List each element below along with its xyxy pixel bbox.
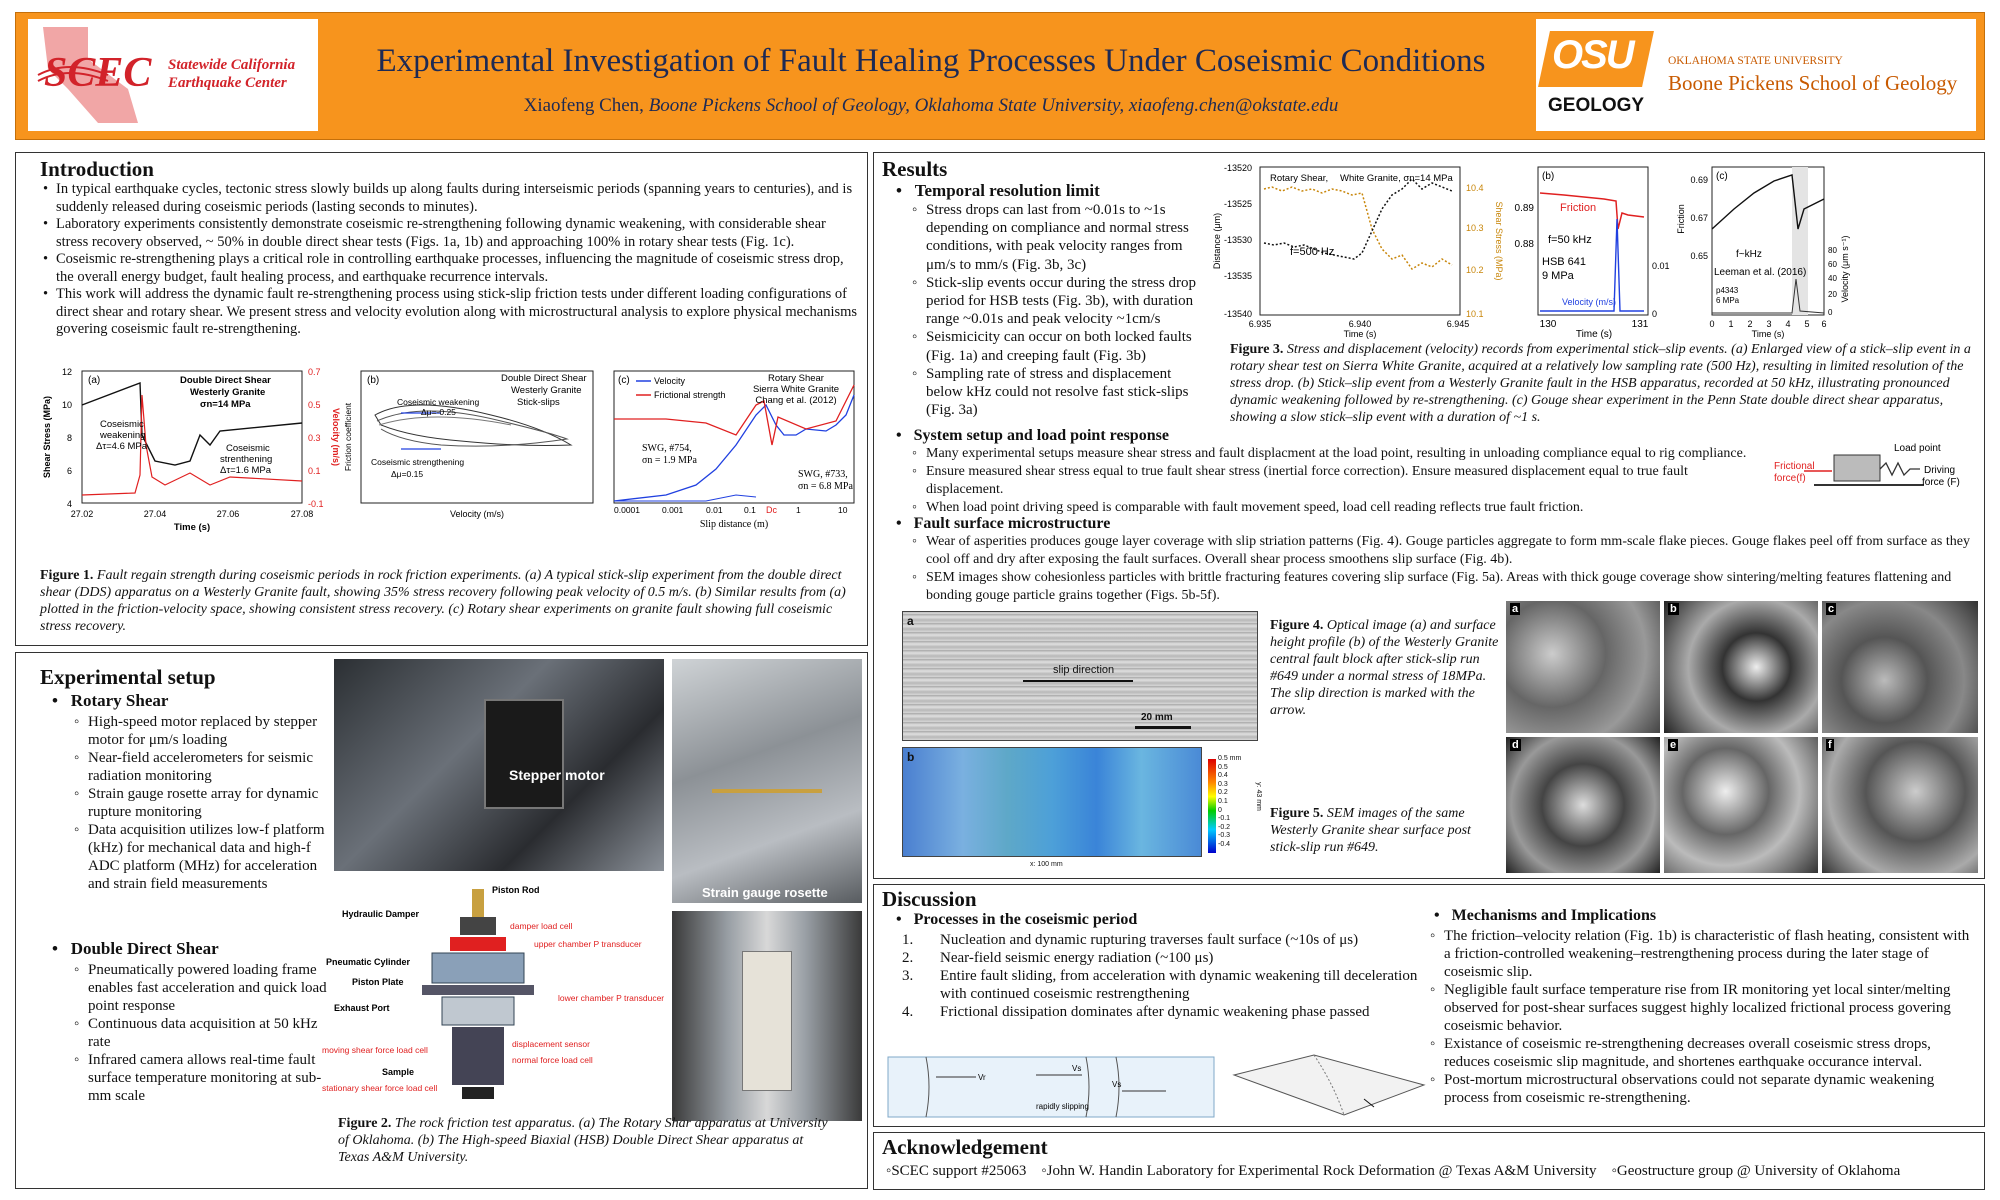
load-point-schematic (1774, 439, 1974, 505)
fig1-caption-text: Fault regain strength during coseismic periods in rock friction experiments. (a) A typical stick-slip experiment from the double direct shear (DDS) apparatus on a Westerly Granite fault, showing 35% stress recovery following peak velocity of 0.5 m/s. (b) Similar results from (a) plotted in the friction-velocity space, showing consistent stress recovery. (c) Rotary shear experiments on granite fault showing full coseismic stress recovery. (40, 568, 846, 634)
cbar-tick: -0.2 (1218, 823, 1231, 831)
fig3c-xlabel: Time (s) (1751, 329, 1785, 339)
fig3b-xtick: 131 (1631, 319, 1649, 330)
fig3a-y2tick: 10.1 (1466, 309, 1484, 319)
rotary-shear-photo (334, 659, 664, 871)
fig1b-title1: Double Direct Shear (501, 373, 587, 384)
temporal-item: ◦ Sampling rate of stress and displacement below kHz could not resolve fast stick-slips (Fig. 3a) (912, 365, 1204, 420)
strain-gauge-wires (712, 789, 822, 839)
scec-wordmark: SCEC (44, 50, 152, 96)
fig1a-title3: σn=14 MPa (200, 399, 251, 410)
results-panel (873, 152, 1985, 879)
scale-bar-line (1135, 726, 1191, 729)
fig3c-ylabel: Friction (1676, 204, 1686, 234)
fig1c-legend-friction: Frictional strength (654, 390, 726, 400)
sem-image-b (1664, 601, 1818, 733)
figure-5-caption (1270, 805, 1502, 856)
process-item (902, 967, 1422, 1003)
fig3a-y2tick: 10.4 (1466, 183, 1484, 193)
diag-piston-rod: Piston Rod (492, 885, 540, 895)
load-point-label: Load point (1894, 443, 1941, 454)
fig1c-title3: Chang et al. (2012) (755, 395, 837, 406)
hsb-diagram (322, 881, 672, 1117)
fig1c-xlabel: Slip distance (m) (699, 519, 769, 530)
fig3a-y2tick: 10.3 (1466, 223, 1484, 233)
rupture-sketch (886, 1049, 1216, 1125)
ack-item: ◦Geostructure group @ University of Oklahoma (1611, 1163, 1901, 1179)
fig3a-freq: f=500 Hz (1290, 246, 1335, 258)
driving-force-label2: force (F) (1922, 477, 1960, 488)
sem-image-f (1822, 737, 1978, 873)
fig3c-y2label: Velocity (μm s⁻¹) (1840, 235, 1850, 303)
sem-letter: e (1670, 739, 1677, 751)
fig1a-ytick: 10 (61, 400, 72, 410)
fig3a-ytick: -13535 (1223, 271, 1252, 281)
system-list (912, 445, 1762, 517)
cbar-tick: 0 (1218, 806, 1222, 814)
fig1a-xtick: 27.08 (290, 509, 314, 519)
fig1b-ann2b: Δμ=0.15 (391, 469, 424, 479)
fig1a-ytick: 8 (66, 433, 72, 443)
fig1a-xtick: 27.06 (216, 509, 240, 519)
fig4-scale-bar: 20 mm (1141, 712, 1173, 723)
figure-3c (1674, 159, 1854, 337)
diag-piston-plate: Piston Plate (352, 977, 404, 987)
fig1-caption-label: Figure 1. (40, 568, 94, 583)
fig3c-freq: f~kHz (1736, 249, 1762, 260)
dds-sample-shape (742, 951, 792, 1091)
figure-3b (1504, 159, 1674, 340)
figure-4-caption (1270, 617, 1500, 719)
temporal-heading-text: Temporal resolution limit (914, 181, 1100, 200)
cbar-tick: -0.4 (1218, 840, 1231, 848)
fig3a-ylabel: Distance (μm) (1212, 212, 1222, 270)
fig5-caption-text: SEM images of the same Westerly Granite shear surface post stick-slip run #649. (1270, 806, 1471, 855)
fault-block-sketch (1224, 1045, 1444, 1125)
diag-sample: Sample (382, 1067, 415, 1077)
fig1c-xtick: 0.001 (662, 505, 684, 515)
author-name: Xiaofeng Chen, (523, 95, 644, 116)
intro-bullet: • In typical earthquake cycles, tectonic stress slowly builds up along faults during interseismic periods (spanning years to centuries), and is suddenly released during coseismic periods (lasting seconds to minutes). (40, 181, 860, 216)
fig1a-title2: Westerly Granite (190, 387, 266, 398)
system-heading: • System setup and load point response (896, 427, 1169, 444)
scec-name-line1: Statewide California (168, 57, 296, 73)
fig3c-y2tick: 60 (1828, 260, 1837, 269)
micro-item: ◦ SEM images show cohesionless particles with brittle fracturing features covering slip surface (Fig. 5a). Areas with thick gouge coverage show sintering/melting features flattening and bonding gouge particle grains together (Figs. 5b-5f). (912, 569, 1978, 605)
fig1c-xtick: 0.1 (744, 505, 756, 515)
strain-gauge-label: Strain gauge rosette (702, 885, 828, 900)
fig4-caption-label: Figure 4. (1270, 618, 1324, 633)
ack-item-text: John W. Handin Laboratory for Experimental Rock Deformation @ Texas A&M University (1046, 1163, 1597, 1179)
cbar-tick: 0.5 mm (1218, 755, 1242, 762)
rotary-heading: • Rotary Shear (52, 691, 169, 710)
dds-item: ◦ Pneumatically powered loading frame enables fast acceleration and quick load point response (74, 961, 336, 1015)
figure-2-caption (338, 1115, 838, 1166)
cbar-tick: 0.4 (1218, 772, 1228, 780)
diag-pneumatic-cylinder: Pneumatic Cylinder (326, 957, 411, 967)
micro-item: ◦ Wear of asperities produces gouge layer coverage with slip striation patterns (Fig. 4). Gouge particles aggregate to form mm-scale flake pieces. Gouge flakes peel off from surface as they cool off and dry after exposing the fault surfaces. Overall shear process smoothens slip surface (Fig. 4b). (912, 533, 1978, 569)
fig1b-ylabel: Friction coefficient (343, 402, 353, 472)
sem-letter: d (1512, 739, 1519, 751)
fig1b-xlabel: Velocity (m/s) (449, 509, 505, 519)
fig3a-xlabel: Time (s) (1343, 329, 1377, 339)
osu-geology: GEOLOGY (1548, 95, 1645, 116)
rotary-heading-text: Rotary Shear (70, 691, 169, 710)
process-text: Entire fault sliding, from acceleration with dynamic weakening till deceleration with continued coseismic restrengthening (940, 968, 1418, 1002)
ack-item-text: SCEC support #25063 (891, 1163, 1027, 1179)
osu-school: Boone Pickens School of Geology (1668, 71, 1958, 95)
figure-1c (606, 365, 861, 535)
fig3a-xtick: 6.940 (1348, 319, 1372, 329)
osu-logo (1536, 19, 1976, 131)
fig1a-xlabel: Time (s) (173, 522, 211, 533)
poster-header (15, 12, 1985, 140)
mechanism-item: ◦ Existance of coseismic re-strengthening decreases overall coseismic stress drops, reduces coseismic slip magnitude, and shortenes earthquake occurance interval. (1430, 1035, 1970, 1071)
fig1c-dc: Dc (766, 505, 777, 515)
sketch-vs2: Vs (1112, 1080, 1122, 1089)
scec-logo (28, 19, 318, 131)
scec-name-line2: Earthquake Center (168, 75, 287, 91)
ack-list (886, 1163, 1981, 1181)
fig3b-y2tick: 0.01 (1652, 261, 1670, 271)
slip-arrow-icon (1023, 680, 1133, 682)
fig1a-xtick: 27.02 (70, 509, 94, 519)
fig3b-velocity: Velocity (m/s) (1562, 297, 1617, 307)
fig1b-ann1a: Coseismic weakening (397, 397, 480, 407)
temporal-item: ◦ Seismicicity can occur on both locked faults (Fig. 1a) and creeping fault (Fig. 3b) (912, 328, 1204, 364)
results-heading: Results (882, 157, 948, 181)
fig3c-ref: Leeman et al. (2016) (1714, 267, 1807, 278)
fig1c-title2: Sierra White Granite (752, 384, 840, 395)
dds-photo (672, 911, 862, 1121)
figure-3a (1212, 159, 1502, 337)
mech-heading-text: Mechanisms and Implications (1451, 907, 1657, 924)
driving-force-label: Driving (1924, 465, 1956, 476)
sem-letter: a (1512, 603, 1519, 615)
fig1a-ytick: 12 (61, 367, 72, 377)
fig3c-xtick: 3 (1766, 319, 1772, 329)
process-num: 3. (902, 968, 914, 984)
fig3a-panel2: White Granite, σn=14 MPa (1340, 173, 1453, 184)
fig3c-ytick: 0.65 (1690, 251, 1708, 261)
cbar-tick: 0.5 (1218, 763, 1228, 771)
sem-image-a (1506, 601, 1660, 733)
fig4-slip-direction: slip direction (1053, 664, 1115, 676)
fig3a-xtick: 6.935 (1248, 319, 1272, 329)
fig1a-ytick: 6 (66, 466, 72, 476)
fig1a-xtick: 27.04 (143, 509, 167, 519)
fig4-colorbar-ticks (1218, 755, 1241, 850)
fig3c-stress: 6 MPa (1716, 296, 1740, 305)
temporal-heading: • Temporal resolution limit (896, 181, 1100, 200)
fig1c-ann1a: SWG, #754, (642, 443, 692, 454)
fig3b-run: HSB 641 (1542, 256, 1587, 268)
mechanisms-list (1430, 927, 1970, 1107)
fig3a-y2tick: 10.2 (1466, 265, 1484, 275)
fig1a-ann1c: Δτ=4.6 MPa (96, 441, 148, 452)
sem-letter: c (1828, 603, 1835, 615)
fig1b-ann2a: Coseismic strengthening (371, 457, 465, 467)
system-item: ◦ Many experimental setups measure shear stress and fault displacment at the load point, resulting in unloading compliance equal to rig compliance. (912, 445, 1762, 463)
system-item: ◦ Ensure measured shear stress equal to true fault shear stress (inertial force correction). Ensure measured displacement equal to true fault displacement. (912, 463, 1762, 499)
fig3a-ytick: -13520 (1223, 163, 1252, 173)
fig1b-ann1b: Δμ=-0.25 (421, 407, 456, 417)
fig1c-ann2b: σn = 6.8 MPa (798, 481, 853, 492)
fig1a-ylabel: Shear Stress (MPa) (42, 395, 52, 479)
micro-heading-text: Fault surface microstructure (913, 515, 1111, 532)
fig1a-ytick: 4 (66, 499, 72, 509)
fig3c-y2tick: 20 (1828, 290, 1837, 299)
diag-moving-shear-cell: moving shear force load cell (322, 1045, 428, 1055)
figure-4a-image (902, 611, 1258, 741)
process-text: Frictional dissipation dominates after dynamic weakening phase passed (940, 1004, 1370, 1020)
sem-letter: f (1828, 739, 1832, 751)
figure-1a (40, 365, 340, 535)
micro-heading: • Fault surface microstructure (896, 515, 1111, 532)
sketch-vr: Vr (978, 1073, 986, 1082)
fig1a-ann2a: Coseismic (226, 443, 270, 454)
mech-heading: • Mechanisms and Implications (1434, 907, 1657, 924)
mechanism-item: ◦ Post-mortum microstructural observations could not separate dynamic weakening process from coseismic re-strengthening. (1430, 1071, 1970, 1107)
stepper-motor-shape (484, 699, 564, 809)
intro-bullet: • This work will address the dynamic fault re-strengthening process using stick-slip friction tests under different loading configurations of direct shear and rotary shear. We present stress and velocity evolution along with microstructural analysis to explore physical mechanisms govering coseismic fault re-strengthening. (40, 286, 860, 339)
fig1a-ann2c: Δτ=1.6 MPa (220, 465, 272, 476)
sketch-vs: Vs (1072, 1064, 1082, 1073)
fig3c-xtick: 5 (1804, 319, 1810, 329)
fig3c-xtick: 6 (1821, 319, 1827, 329)
dds-heading: • Double Direct Shear (52, 939, 219, 958)
stepper-motor-label: Stepper motor (509, 767, 605, 783)
fig1a-y2tick: 0.3 (308, 433, 321, 443)
fig1b-title2: Westerly Granite (511, 385, 582, 396)
intro-bullet: • Laboratory experiments consistently demonstrate coseismic re-strengthening following dynamic weakening, with considerable shear stress recovery observed, ~ 50% in double direct shear tests (Figs. 1a, 1b) and approaching 100% in rotary shear tests (Fig. 1c). (40, 216, 860, 251)
fig3c-xtick: 1 (1728, 319, 1734, 329)
fig3c-xtick: 2 (1747, 319, 1753, 329)
fig4-yaxis: y: 43 mm (1254, 782, 1262, 811)
poster-authors (336, 95, 1526, 117)
processes-heading: • Processes in the coseismic period (896, 911, 1138, 928)
dds-heading-text: Double Direct Shear (70, 939, 219, 958)
discussion-heading: Discussion (882, 887, 977, 911)
frictional-force-label: Frictional (1774, 461, 1815, 472)
fig1c-xtick: 0.01 (706, 505, 723, 515)
osu-mark: OSU (1552, 33, 1633, 77)
fig1a-y2tick: 0.1 (308, 466, 321, 476)
fig3c-run: p4343 (1716, 286, 1739, 295)
figure-1b (341, 365, 603, 535)
cbar-tick: 0.3 (1218, 780, 1228, 788)
ack-item-text: Geostructure group @ University of Oklahoma (1616, 1163, 1901, 1179)
fig3b-ytick: 0.88 (1514, 239, 1534, 250)
osu-university: OKLAHOMA STATE UNIVERSITY (1668, 55, 1843, 67)
introduction-list (40, 181, 860, 339)
processes-heading-text: Processes in the coseismic period (913, 911, 1138, 928)
introduction-heading: Introduction (40, 157, 154, 181)
fig4-caption-text: Optical image (a) and surface height profile (b) of the Westerly Granite central fault block after stick-slip run #649 under a normal stress of 18MPa. The slip direction is marked with the arrow. (1270, 618, 1499, 718)
ack-item: ◦SCEC support #25063 (886, 1163, 1027, 1179)
fig2-caption-text: The rock friction test apparatus. (a) The Rotary Shar apparatus at University of Oklahoma. (b) The High-speed Biaxial (HSB) Double Direct Shear apparatus at Texas A&M University. (338, 1116, 828, 1165)
fig1a-ann1b: weakening (100, 430, 146, 441)
fig3c-y2tick: 80 (1828, 246, 1837, 255)
fig3c-y2tick: 0 (1828, 308, 1833, 317)
rotary-item: ◦ Strain gauge rosette array for dynamic rupture monitoring (74, 785, 336, 821)
fig5-caption-label: Figure 5. (1270, 806, 1324, 821)
process-text: Near-field seismic energy radiation (~100 μs) (940, 950, 1214, 966)
fig3b-panel: (b) (1542, 171, 1555, 182)
fig3c-ytick: 0.67 (1690, 213, 1708, 223)
fig1a-y2tick: -0.1 (308, 499, 324, 509)
fig1c-ann1b: σn = 1.9 MPa (642, 455, 697, 466)
sem-letter: b (1670, 603, 1677, 615)
cbar-tick: -0.1 (1218, 815, 1231, 823)
fig4-xaxis: x: 100 mm (1030, 861, 1063, 868)
process-text: Nucleation and dynamic rupturing traverses fault surface (~10s of μs) (940, 932, 1359, 948)
fig3b-freq: f=50 kHz (1548, 234, 1592, 246)
sem-image-d (1506, 737, 1660, 873)
rotary-list (74, 713, 336, 893)
discussion-panel (873, 884, 1985, 1127)
temporal-item: ◦ Stick-slip events occur during the stress drop period for HSB tests (Fig. 3b), with duration range ~0.01s and peak velocity ~1cm/s (912, 274, 1204, 329)
cbar-tick: -0.3 (1218, 832, 1231, 840)
experimental-setup-panel (15, 652, 868, 1189)
fig3b-stress: 9 MPa (1542, 270, 1574, 282)
temporal-item: ◦ Stress drops can last from ~0.01s to ~1s depending on compliance and normal stress conditions, with peak velocity ranges from μm/s to mm/s (Fig. 3b, 3c) (912, 201, 1204, 274)
micro-list (912, 533, 1978, 605)
fig3c-panel: (c) (1716, 171, 1728, 182)
fig4-colorbar (1208, 759, 1216, 853)
figure-4b-heightmap (902, 747, 1202, 857)
fig3a-xtick: 6.945 (1446, 319, 1470, 329)
introduction-panel (15, 152, 868, 646)
diag-stationary-shear-cell: stationary shear force load cell (322, 1083, 438, 1093)
fig1a-panel: (a) (88, 375, 101, 386)
mechanism-item: ◦ Negligible fault surface temperature rise from IR monitoring yet local sinter/melting observed for post-shear surfaces suggest highly localized frictional process govering coseismic behavior. (1430, 981, 1970, 1035)
fig1a-ann2b: strenthening (220, 454, 273, 465)
fig1c-panel: (c) (618, 375, 630, 386)
fig1a-y2tick: 0.7 (308, 367, 321, 377)
fig3b-xlabel: Time (s) (1575, 329, 1613, 340)
fig3b-y2tick: 0 (1652, 309, 1658, 319)
process-num: 2. (902, 950, 914, 966)
fig3c-y2tick: 40 (1828, 274, 1837, 283)
process-item (902, 949, 1422, 967)
intro-bullet: • Coseismic re-strengthening plays a critical role in controlling earthquake processes, influencing the magnitude of coseismic stress drop, the overall energy budget, fault healing process, and earthquake recurrence intervals. (40, 251, 860, 286)
fig3a-y2label: Shear Stress (MPa) (1494, 201, 1504, 281)
process-num: 1. (902, 932, 914, 948)
fig3c-xtick: 0 (1709, 319, 1715, 329)
figure-3-caption (1230, 341, 1978, 426)
fig3a-ytick: -13525 (1223, 199, 1252, 209)
diag-upper-chamber: upper chamber P transducer (534, 939, 642, 949)
process-num: 4. (902, 1004, 914, 1020)
fig1c-legend-velocity: Velocity (654, 376, 686, 386)
process-item (902, 931, 1422, 949)
fig3b-xtick: 130 (1539, 319, 1557, 330)
mechanism-item: ◦ The friction–velocity relation (Fig. 1b) is characteristic of flash heating, consistent with a friction-controlled weakening–restrengthening process during the later stage of coseismic slip. (1430, 927, 1970, 981)
acknowledgement-panel (873, 1132, 1985, 1190)
author-affiliation: Boone Pickens School of Geology, Oklahoma State University, xiaofeng.chen@okstate.edu (648, 95, 1339, 116)
fig3a-panel: Rotary Shear, (1270, 173, 1329, 184)
fig3c-ytick: 0.69 (1690, 175, 1708, 185)
rotary-item: ◦ Data acquisition utilizes low-f platform (kHz) for mechanical data and high-f ADC platform (MHz) for acceleration and strain field measurements (74, 821, 336, 893)
fig3c-xtick: 4 (1785, 319, 1791, 329)
fig1c-xtick: 0.0001 (614, 505, 640, 515)
sem-image-e (1664, 737, 1818, 873)
diag-normal-force-cell: normal force load cell (512, 1055, 593, 1065)
processes-list (902, 931, 1422, 1021)
ack-item: ◦John W. Handin Laboratory for Experimental Rock Deformation @ Texas A&M University (1041, 1163, 1597, 1179)
fig1a-y2label: Velocity (m/s) (331, 407, 341, 467)
fig3a-ytick: -13530 (1223, 235, 1252, 245)
fig3b-friction: Friction (1560, 202, 1597, 214)
rotary-item: ◦ Near-field accelerometers for seismic radiation monitoring (74, 749, 336, 785)
fig1c-xtick: 10 (838, 505, 848, 515)
fig3-caption-text: Stress and displacement (velocity) records from experimental stick–slip events. (a) Enlarged view of a stick–slip event in a rotary shear test on Sierra White Granite, acquired at a relatively low sampling rate (500 Hz), resulting in limited resolution of the stress drop. (b) Stick–slip event from a Westerly Granite fault in the HSB apparatus, recorded at 50 kHz, illustrating pronounced dynamic weakening followed by re-strengthening. (c) Gouge shear experiment in the Penn State double direct shear apparatus, showing a slow stick–slip event with a duration of ~1 s. (1230, 342, 1971, 425)
fig1c-title1: Rotary Shear (768, 373, 824, 384)
fig4b-letter: b (907, 750, 915, 764)
dds-item: ◦ Infrared camera allows real-time fault surface temperature monitoring at sub-mm scale (74, 1051, 336, 1105)
fig1c-xtick: 1 (796, 505, 801, 515)
cbar-tick: 0.2 (1218, 789, 1228, 797)
fig1c-ann2a: SWG, #733, (798, 469, 848, 480)
diag-lower-chamber: lower chamber P transducer (558, 993, 665, 1003)
fig3b-ytick: 0.89 (1514, 203, 1534, 214)
fig3a-ytick: -13540 (1223, 309, 1252, 319)
fig3-caption-label: Figure 3. (1230, 342, 1284, 357)
fig4a-letter: a (907, 614, 914, 628)
fig1b-panel: (b) (367, 375, 380, 386)
fig1b-title3: Stick-slips (517, 397, 560, 408)
poster-title: Experimental Investigation of Fault Healing Processes Under Coseismic Conditions (376, 43, 1486, 79)
dds-list (74, 961, 336, 1105)
system-item: ◦ When load point driving speed is comparable with fault movement speed, load cell reading reflects true fault friction. (912, 499, 1762, 517)
diag-damper-load-cell: damper load cell (510, 921, 573, 931)
diag-hydraulic-damper: Hydraulic Damper (342, 909, 420, 919)
fig1a-ann1a: Coseismic (100, 419, 144, 430)
fig1a-y2tick: 0.5 (308, 400, 321, 410)
process-item (902, 1003, 1422, 1021)
diag-exhaust-port: Exhaust Port (334, 1003, 390, 1013)
rotary-item: ◦ High-speed motor replaced by stepper motor for μm/s loading (74, 713, 336, 749)
figure-5-sem-grid (1506, 601, 1978, 873)
temporal-list (912, 201, 1204, 419)
system-heading-text: System setup and load point response (913, 427, 1169, 444)
ack-heading: Acknowledgement (882, 1135, 1048, 1159)
fig2-caption-label: Figure 2. (338, 1116, 392, 1131)
cbar-tick: 0.1 (1218, 797, 1228, 805)
dds-item: ◦ Continuous data acquisition at 50 kHz rate (74, 1015, 336, 1051)
strain-gauge-photo (672, 659, 862, 903)
frictional-force-label2: force(f) (1774, 473, 1806, 484)
setup-heading: Experimental setup (40, 665, 216, 689)
diag-displacement-sensor: displacement sensor (512, 1039, 590, 1049)
sketch-slip: rapidly slipping (1036, 1102, 1089, 1111)
sem-image-c (1822, 601, 1978, 733)
figure-1-caption (40, 567, 855, 635)
fig1a-title1: Double Direct Shear (180, 375, 271, 386)
